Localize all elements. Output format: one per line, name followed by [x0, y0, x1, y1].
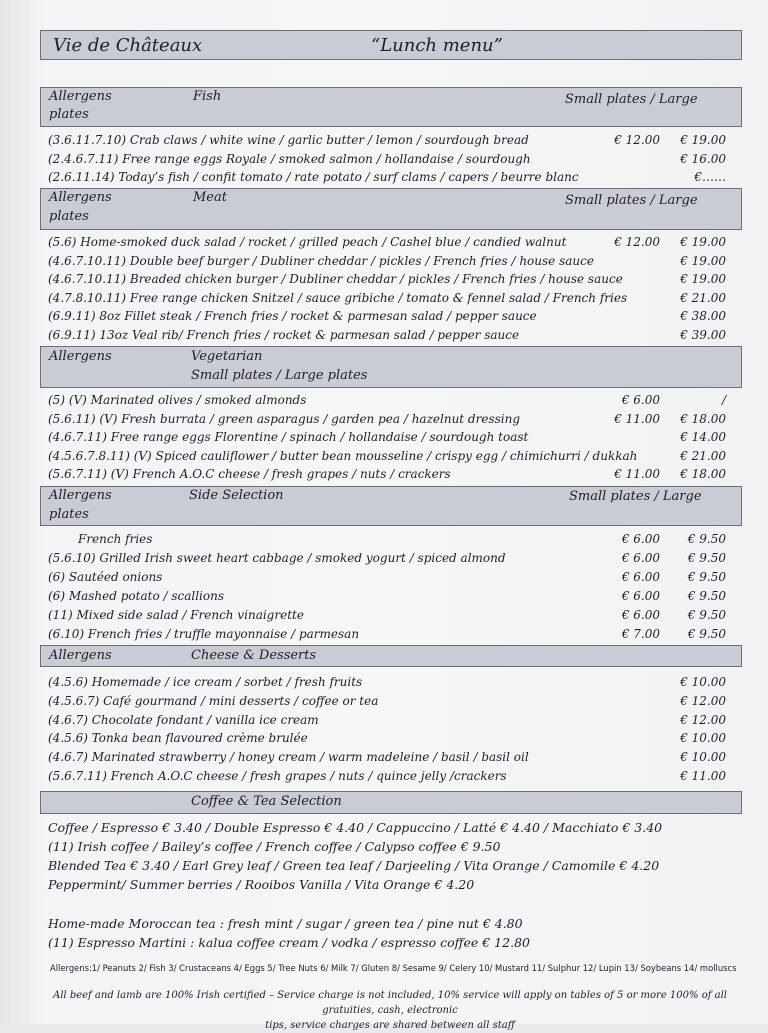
menu-title: “Lunch menu” [371, 35, 503, 56]
section-header-desserts [40, 645, 742, 667]
large-plate-price: €…… [694, 170, 726, 184]
large-plate-price: € 19.00 [680, 272, 726, 287]
item-description: (5.6.10) Grilled Irish sweet heart cabbage / smoked yogurt / spiced almond [48, 551, 506, 565]
item-description: (4.5.6) Tonka bean flavoured crème brulée [48, 731, 308, 746]
large-plate-price: € 10.00 [680, 731, 726, 746]
section-header-side [40, 486, 742, 526]
small-plate-price: € 11.00 [614, 411, 660, 426]
allergens-label: Allergens [49, 190, 112, 205]
menu-item-row [48, 447, 738, 465]
item-description: (4.7.8.10.11) Free range chicken Snitzel / sauce gribiche / tomato & fennel salad / French fries [48, 290, 628, 305]
menu-item-row [48, 530, 738, 548]
item-description: (5) (V) Marinated olives / smoked almonds [48, 393, 307, 407]
small-plate-price: € 6.00 [621, 589, 660, 603]
large-plate-price: € 9.50 [687, 627, 726, 641]
large-plate-price: € 19.00 [680, 133, 726, 147]
coffee-line: (11) Irish coffee / Bailey’s coffee / French coffee / Calypso coffee € 9.50 [48, 839, 501, 854]
allergens-label: Allergens [49, 349, 112, 364]
large-plate-price: € 12.00 [680, 693, 726, 708]
size-columns-label: Small plates / Large [565, 193, 698, 208]
large-plate-price: € 14.00 [680, 430, 726, 445]
item-description: (5.6.7.11) (V) French A.O.C cheese / fresh grapes / nuts / crackers [48, 467, 451, 482]
item-description: (11) Mixed side salad / French vinaigrette [48, 608, 304, 622]
menu-item-row [48, 150, 738, 168]
large-plate-price: € 21.00 [680, 290, 726, 305]
large-plate-price: € 11.00 [680, 769, 726, 783]
small-plate-price: € 11.00 [614, 467, 660, 482]
menu-item-row [48, 410, 738, 428]
large-plate-price: € 18.00 [680, 467, 726, 482]
small-plate-price: € 6.00 [621, 393, 660, 407]
section-header-fish [40, 87, 742, 127]
menu-item-row [48, 307, 738, 325]
menu-item-row [48, 465, 738, 483]
large-plate-price: € 9.50 [687, 532, 726, 546]
section-header-meat [40, 188, 742, 230]
coffee-line: Blended Tea € 3.40 / Earl Grey leaf / Green tea leaf / Darjeeling / Vita Orange / Camomile € 4.20 [48, 858, 660, 873]
coffee-line: Home-made Moroccan tea : fresh mint / sugar / green tea / pine nut € 4.80 [48, 916, 523, 931]
menu-item-row [48, 729, 738, 747]
large-plate-price: € 10.00 [680, 675, 726, 689]
item-description: (2.4.6.7.11) Free range eggs Royale / smoked salmon / hollandaise / sourdough [48, 151, 531, 166]
menu-item-row [48, 568, 738, 586]
title-bar [40, 30, 742, 60]
item-description: (4.5.6) Homemade / ice cream / sorbet / fresh fruits [48, 675, 363, 689]
section-title: Side Selection [189, 488, 284, 503]
large-plate-price: € 16.00 [680, 151, 726, 166]
section-header-coffee [40, 791, 742, 814]
item-description: (5.6.11) (V) Fresh burrata / green asparagus / garden pea / hazelnut dressing [48, 411, 521, 426]
allergens-label: Allergens [49, 488, 112, 503]
footer-line: tips, service charges are shared between all staff [265, 1020, 515, 1031]
menu-item-row [48, 692, 738, 710]
menu-item-row [48, 168, 738, 186]
item-description: (6) Sautéed onions [48, 570, 163, 584]
menu-item-row [48, 270, 738, 288]
section-title: Meat [193, 190, 227, 205]
item-description: (4.6.7.10.11) Double beef burger / Dubliner cheddar / pickles / French fries / house sauce [48, 253, 594, 268]
menu-item-row [48, 549, 738, 567]
allergens-legend: Allergens:1/ Peanuts 2/ Fish 3/ Crustaceans 4/ Eggs 5/ Tree Nuts 6/ Milk 7/ Gluten 8/ Sesame 9/ Celery 10/ Mustard 11/ Sulphur 12/ Lupin 13/ Soybeans 14/ molluscs [50, 963, 737, 973]
small-plate-price: € 6.00 [621, 608, 660, 622]
item-description: (3.6.11.7.10) Crab claws / white wine / garlic butter / lemon / sourdough bread [48, 133, 529, 147]
coffee-line: Coffee / Espresso € 3.40 / Double Espresso € 4.40 / Cappuccino / Latté € 4.40 / Macchiato € 3.40 [48, 820, 663, 835]
size-columns-label: Small plates / Large plates [191, 368, 368, 383]
large-plate-price: / [721, 393, 726, 407]
plates-label: plates [49, 107, 89, 122]
menu-item-row [48, 326, 738, 344]
menu-item-row [48, 711, 738, 729]
menu-item-row [48, 748, 738, 766]
menu-item-row [48, 131, 738, 149]
item-description: (4.5.6.7) Café gourmand / mini desserts / coffee or tea [48, 693, 379, 708]
item-description: (4.6.7.10.11) Breaded chicken burger / Dubliner cheddar / pickles / French fries / house sauce [48, 272, 623, 287]
coffee-line: Peppermint/ Summer berries / Rooibos Vanilla / Vita Orange € 4.20 [48, 877, 475, 892]
section-title: Coffee & Tea Selection [191, 794, 342, 809]
large-plate-price: € 18.00 [680, 411, 726, 426]
item-description: (5.6) Home-smoked duck salad / rocket / grilled peach / Cashel blue / candied walnut [48, 235, 567, 249]
large-plate-price: € 19.00 [680, 253, 726, 268]
item-description: (6.10) French fries / truffle mayonnaise / parmesan [48, 627, 360, 641]
menu-item-row [48, 625, 738, 643]
allergens-label: Allergens [49, 89, 112, 104]
coffee-line: (11) Espresso Martini : kalua coffee cream / vodka / espresso coffee € 12.80 [48, 935, 530, 950]
plates-label: plates [49, 507, 89, 522]
menu-item-row [48, 673, 738, 691]
small-plate-price: € 7.00 [621, 627, 660, 641]
large-plate-price: € 19.00 [680, 235, 726, 249]
item-description: (4.5.6.7.8.11) (V) Spiced cauliflower / butter bean mousseline / crispy egg / chimichurri / dukkah [48, 448, 638, 463]
large-plate-price: € 38.00 [680, 309, 726, 324]
item-description: (6) Mashed potato / scallions [48, 589, 224, 603]
section-title: Fish [193, 89, 222, 104]
allergens-label: Allergens [49, 648, 112, 663]
large-plate-price: € 12.00 [680, 712, 726, 727]
small-plate-price: € 12.00 [614, 133, 660, 147]
restaurant-name: Vie de Châteaux [53, 35, 203, 56]
size-columns-label: Small plates / Large [565, 92, 698, 107]
large-plate-price: € 39.00 [680, 328, 726, 342]
large-plate-price: € 10.00 [680, 750, 726, 765]
small-plate-price: € 6.00 [621, 532, 660, 546]
small-plate-price: € 6.00 [621, 551, 660, 565]
footer-note [30, 988, 750, 1033]
item-description: (6.9.11) 8oz Fillet steak / French fries / rocket & parmesan salad / pepper sauce [48, 309, 537, 324]
size-columns-label: Small plates / Large [569, 489, 702, 504]
item-description: (2.6.11.14) Today’s fish / confit tomato / rate potato / surf clams / capers / beurre blanc [48, 170, 579, 184]
item-description: (4.6.7.11) Free range eggs Florentine / spinach / hollandaise / sourdough toast [48, 430, 529, 445]
section-header-vegetarian [40, 346, 742, 388]
menu-item-row [48, 391, 738, 409]
menu-item-row [48, 289, 738, 307]
menu-item-row [48, 428, 738, 446]
large-plate-price: € 9.50 [687, 551, 726, 565]
item-description: (5.6.7.11) French A.O.C cheese / fresh grapes / nuts / quince jelly /crackers [48, 769, 507, 783]
large-plate-price: € 9.50 [687, 608, 726, 622]
large-plate-price: € 9.50 [687, 589, 726, 603]
plates-label: plates [49, 209, 89, 224]
footer-line: All beef and lamb are 100% Irish certified – Service charge is not included, 10% service will apply on tables of 5 or more 100% of all gratuities, cash, electronic [53, 990, 727, 1016]
small-plate-price: € 6.00 [621, 570, 660, 584]
section-title: Cheese & Desserts [191, 648, 317, 663]
menu-item-row [48, 587, 738, 605]
menu-item-row [48, 767, 738, 785]
small-plate-price: € 12.00 [614, 235, 660, 249]
large-plate-price: € 21.00 [680, 448, 726, 463]
item-description: (6.9.11) 13oz Veal rib/ French fries / rocket & parmesan salad / pepper sauce [48, 328, 520, 342]
item-description: (4.6.7) Marinated strawberry / honey cream / warm madeleine / basil / basil oil [48, 750, 529, 765]
large-plate-price: € 9.50 [687, 570, 726, 584]
menu-item-row [48, 252, 738, 270]
menu-item-row [48, 606, 738, 624]
item-description: French fries [78, 532, 153, 546]
item-description: (4.6.7) Chocolate fondant / vanilla ice cream [48, 712, 319, 727]
menu-item-row [48, 233, 738, 251]
section-title: Vegetarian [191, 349, 263, 364]
